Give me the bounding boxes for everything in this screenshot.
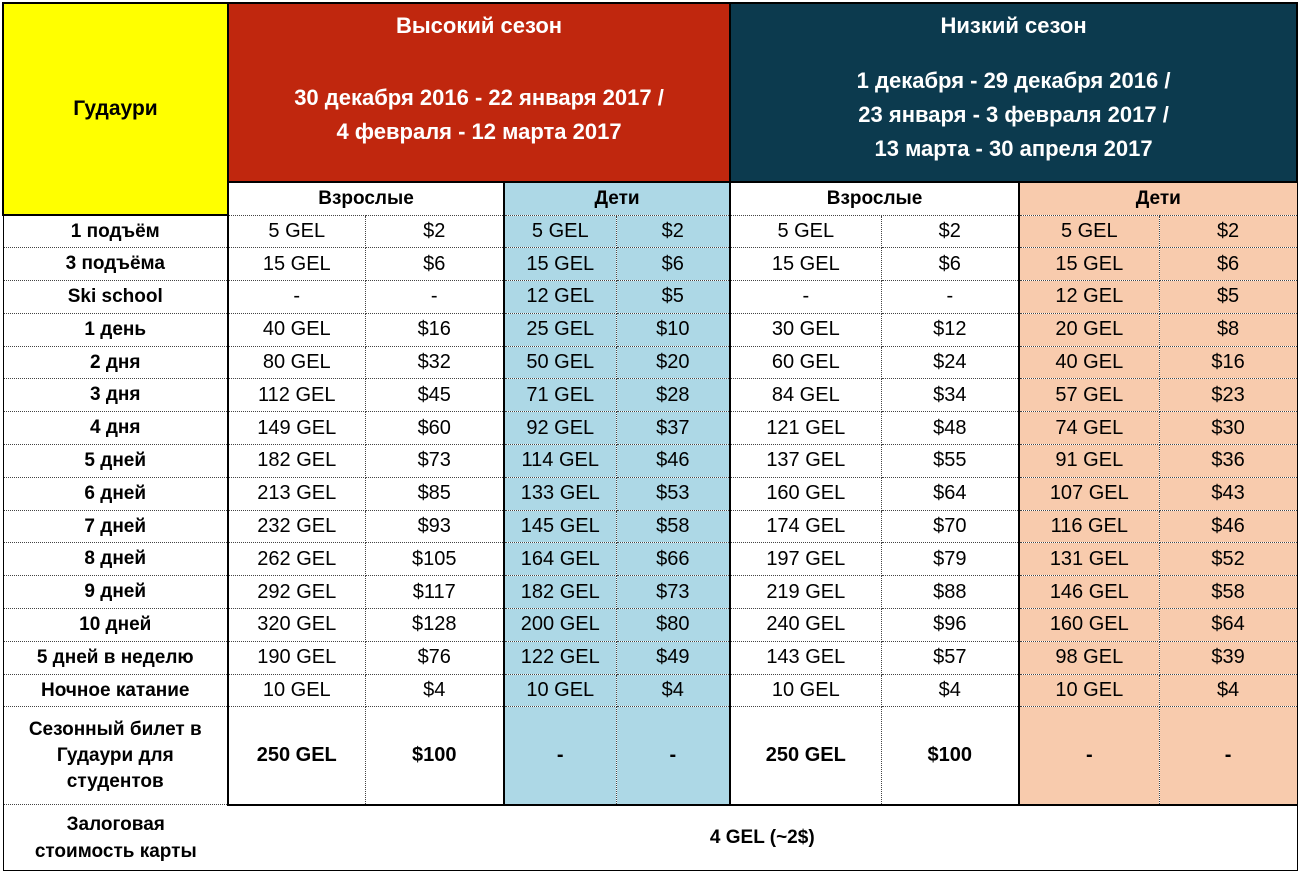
table-row: [3, 248, 1297, 281]
high-kids-usd-cell: $80: [616, 609, 730, 642]
season-ticket-row: [3, 707, 1297, 805]
low-kids-gel-cell: 20 GEL: [1019, 313, 1159, 346]
high-adults-header: Взрослые: [228, 182, 504, 215]
high-kids-gel-cell: 164 GEL: [504, 543, 616, 576]
low-kids-gel-cell: 107 GEL: [1019, 477, 1159, 510]
high-adults-usd-cell: $85: [365, 477, 504, 510]
high-adults-gel-cell: 10 GEL: [228, 674, 365, 707]
table-row: [3, 445, 1297, 478]
high-kids-usd-cell: $2: [616, 215, 730, 248]
low-kids-usd-cell: $39: [1159, 641, 1297, 674]
low-adults-gel-cell: -: [730, 281, 881, 314]
row-label: Ski school: [3, 281, 228, 314]
low-adults-gel-cell: 137 GEL: [730, 445, 881, 478]
low-kids-usd-cell: $46: [1159, 510, 1297, 543]
deposit-value: 4 GEL (~2$): [228, 805, 1297, 871]
ski-pass-price-table: [2, 2, 1298, 871]
high-kids-usd-cell: $46: [616, 445, 730, 478]
high-kids-usd-cell: $28: [616, 379, 730, 412]
row-label: 7 дней: [3, 510, 228, 543]
low-adults-gel-cell: 15 GEL: [730, 248, 881, 281]
resort-name: Гудаури: [73, 97, 158, 120]
table-row: [3, 510, 1297, 543]
high-adults-usd-cell: $16: [365, 313, 504, 346]
high-adults-gel-cell: 232 GEL: [228, 510, 365, 543]
table-row: [3, 215, 1297, 248]
high-kids-usd-cell: $37: [616, 412, 730, 445]
high-adults-gel-cell: 292 GEL: [228, 576, 365, 609]
low-adults-gel-cell: 143 GEL: [730, 641, 881, 674]
high-kids-gel-cell: 12 GEL: [504, 281, 616, 314]
low-kids-usd-cell: $64: [1159, 609, 1297, 642]
low-adults-gel-cell: 240 GEL: [730, 609, 881, 642]
table-body: [3, 3, 1297, 871]
high-kids-gel-cell: 200 GEL: [504, 609, 616, 642]
high-kids-usd-cell: $49: [616, 641, 730, 674]
season-ticket-label-line: Гудаури для: [56, 744, 174, 766]
high-kids-gel-cell: 114 GEL: [504, 445, 616, 478]
low-adults-gel-cell: 197 GEL: [730, 543, 881, 576]
high-adults-usd-cell: $45: [365, 379, 504, 412]
low-kids-gel-cell: 146 GEL: [1019, 576, 1159, 609]
table-row: [3, 379, 1297, 412]
high-adults-usd-cell: $2: [365, 215, 504, 248]
high-kids-gel-cell: 25 GEL: [504, 313, 616, 346]
high-kids-usd-cell: $58: [616, 510, 730, 543]
low-adults-usd-cell: $88: [881, 576, 1019, 609]
deposit-label: [3, 805, 228, 871]
low-kids-gel-cell: 57 GEL: [1019, 379, 1159, 412]
high-adults-gel-cell: 15 GEL: [228, 248, 365, 281]
high-kids-gel-cell: 5 GEL: [504, 215, 616, 248]
low-kids-usd-cell: $8: [1159, 313, 1297, 346]
table-row: [3, 674, 1297, 707]
low-kids-gel-cell: 12 GEL: [1019, 281, 1159, 314]
high-season-date-line: 4 февраля - 12 марта 2017: [336, 118, 622, 144]
low-kids-usd-cell: $16: [1159, 346, 1297, 379]
row-label: 5 дней в неделю: [3, 641, 228, 674]
low-season-date-line: 23 января - 3 февраля 2017 /: [858, 101, 1169, 127]
high-adults-gel-cell: -: [228, 281, 365, 314]
table-row: [3, 543, 1297, 576]
high-season-title: Высокий сезон: [228, 3, 730, 48]
low-season-date-line: 1 декабря - 29 декабря 2016 /: [856, 67, 1171, 93]
low-kids-gel-cell: 15 GEL: [1019, 248, 1159, 281]
high-adults-usd-cell: $76: [365, 641, 504, 674]
low-adults-usd-cell: $24: [881, 346, 1019, 379]
high-kids-header: Дети: [504, 182, 730, 215]
low-adults-usd-cell: $57: [881, 641, 1019, 674]
table-row: [3, 313, 1297, 346]
high-kids-gel-cell: 182 GEL: [504, 576, 616, 609]
table-row: [3, 609, 1297, 642]
deposit-label-line: стоимость карты: [34, 840, 197, 862]
high-kids-usd-cell: $20: [616, 346, 730, 379]
high-adults-usd-cell: $6: [365, 248, 504, 281]
high-kids-usd-cell: $5: [616, 281, 730, 314]
high-adults-usd-cell: $73: [365, 445, 504, 478]
low-adults-gel-cell: 30 GEL: [730, 313, 881, 346]
row-label: 9 дней: [3, 576, 228, 609]
low-adults-usd-cell: $4: [881, 674, 1019, 707]
low-kids-usd-cell: $4: [1159, 674, 1297, 707]
low-kids-usd-cell: $36: [1159, 445, 1297, 478]
low-kids-gel-cell: 74 GEL: [1019, 412, 1159, 445]
low-kids-gel-cell: 160 GEL: [1019, 609, 1159, 642]
low-adults-usd-cell: $12: [881, 313, 1019, 346]
season-high-kids-usd-cell: -: [616, 707, 730, 805]
low-adults-usd-cell: $70: [881, 510, 1019, 543]
row-label: 2 дня: [3, 346, 228, 379]
low-kids-gel-cell: 116 GEL: [1019, 510, 1159, 543]
high-adults-gel-cell: 320 GEL: [228, 609, 365, 642]
table-row: [3, 641, 1297, 674]
low-kids-usd-cell: $30: [1159, 412, 1297, 445]
season-ticket-label-line: Сезонный билет в: [28, 718, 202, 740]
row-label: 3 дня: [3, 379, 228, 412]
low-adults-usd-cell: -: [881, 281, 1019, 314]
high-adults-usd-cell: $60: [365, 412, 504, 445]
high-kids-gel-cell: 15 GEL: [504, 248, 616, 281]
low-adults-gel-cell: 219 GEL: [730, 576, 881, 609]
high-adults-gel-cell: 112 GEL: [228, 379, 365, 412]
high-kids-usd-cell: $10: [616, 313, 730, 346]
row-label: Ночное катание: [3, 674, 228, 707]
season-high-adults-gel-cell: 250 GEL: [228, 707, 365, 805]
low-adults-gel-cell: 160 GEL: [730, 477, 881, 510]
low-kids-usd-cell: $5: [1159, 281, 1297, 314]
low-adults-header: Взрослые: [730, 182, 1019, 215]
high-adults-usd-cell: $105: [365, 543, 504, 576]
season-low-kids-gel-cell: -: [1019, 707, 1159, 805]
season-low-kids-usd-cell: -: [1159, 707, 1297, 805]
low-kids-gel-cell: 91 GEL: [1019, 445, 1159, 478]
low-kids-gel-cell: 131 GEL: [1019, 543, 1159, 576]
high-adults-usd-cell: $4: [365, 674, 504, 707]
low-season-title: Низкий сезон: [730, 3, 1297, 48]
low-adults-usd-cell: $34: [881, 379, 1019, 412]
high-adults-gel-cell: 262 GEL: [228, 543, 365, 576]
low-adults-usd-cell: $2: [881, 215, 1019, 248]
high-adults-gel-cell: 190 GEL: [228, 641, 365, 674]
low-kids-usd-cell: $23: [1159, 379, 1297, 412]
low-adults-gel-cell: 121 GEL: [730, 412, 881, 445]
row-label: 10 дней: [3, 609, 228, 642]
row-label: 5 дней: [3, 445, 228, 478]
high-kids-usd-cell: $4: [616, 674, 730, 707]
low-adults-usd-cell: $6: [881, 248, 1019, 281]
high-adults-usd-cell: $93: [365, 510, 504, 543]
high-kids-usd-cell: $73: [616, 576, 730, 609]
low-kids-usd-cell: $43: [1159, 477, 1297, 510]
high-adults-gel-cell: 5 GEL: [228, 215, 365, 248]
season-high-kids-gel-cell: -: [504, 707, 616, 805]
high-season-date-line: 30 декабря 2016 - 22 января 2017 /: [294, 84, 664, 110]
low-kids-usd-cell: $58: [1159, 576, 1297, 609]
season-title-row: [3, 3, 1297, 48]
season-ticket-label: [3, 707, 228, 805]
high-adults-gel-cell: 40 GEL: [228, 313, 365, 346]
resort-name-cell: [3, 3, 228, 215]
table-row: [3, 412, 1297, 445]
low-adults-gel-cell: 84 GEL: [730, 379, 881, 412]
low-adults-usd-cell: $96: [881, 609, 1019, 642]
low-season-dates: [730, 48, 1297, 182]
price-table-wrapper: [2, 2, 1298, 871]
deposit-row: [3, 805, 1297, 871]
high-adults-usd-cell: $128: [365, 609, 504, 642]
low-kids-usd-cell: $52: [1159, 543, 1297, 576]
high-adults-gel-cell: 213 GEL: [228, 477, 365, 510]
low-kids-gel-cell: 10 GEL: [1019, 674, 1159, 707]
high-kids-gel-cell: 71 GEL: [504, 379, 616, 412]
low-adults-gel-cell: 60 GEL: [730, 346, 881, 379]
low-adults-gel-cell: 5 GEL: [730, 215, 881, 248]
high-kids-gel-cell: 50 GEL: [504, 346, 616, 379]
high-kids-usd-cell: $6: [616, 248, 730, 281]
low-adults-usd-cell: $48: [881, 412, 1019, 445]
deposit-label-line: Залоговая: [66, 813, 165, 835]
row-label: 1 подъём: [3, 215, 228, 248]
high-adults-gel-cell: 80 GEL: [228, 346, 365, 379]
season-ticket-label-line: студентов: [66, 770, 164, 792]
high-adults-usd-cell: $117: [365, 576, 504, 609]
low-adults-usd-cell: $55: [881, 445, 1019, 478]
low-kids-gel-cell: 40 GEL: [1019, 346, 1159, 379]
high-adults-usd-cell: $32: [365, 346, 504, 379]
row-label: 6 дней: [3, 477, 228, 510]
low-adults-usd-cell: $79: [881, 543, 1019, 576]
season-high-adults-usd-cell: $100: [365, 707, 504, 805]
row-label: 3 подъёма: [3, 248, 228, 281]
low-kids-usd-cell: $2: [1159, 215, 1297, 248]
row-label: 4 дня: [3, 412, 228, 445]
table-row: [3, 281, 1297, 314]
table-row: [3, 477, 1297, 510]
high-kids-usd-cell: $66: [616, 543, 730, 576]
high-adults-gel-cell: 182 GEL: [228, 445, 365, 478]
high-kids-gel-cell: 145 GEL: [504, 510, 616, 543]
high-kids-gel-cell: 92 GEL: [504, 412, 616, 445]
row-label: 1 день: [3, 313, 228, 346]
high-adults-gel-cell: 149 GEL: [228, 412, 365, 445]
high-kids-gel-cell: 133 GEL: [504, 477, 616, 510]
season-low-adults-gel-cell: 250 GEL: [730, 707, 881, 805]
high-kids-gel-cell: 10 GEL: [504, 674, 616, 707]
low-adults-gel-cell: 10 GEL: [730, 674, 881, 707]
season-low-adults-usd-cell: $100: [881, 707, 1019, 805]
table-row: [3, 346, 1297, 379]
low-kids-gel-cell: 5 GEL: [1019, 215, 1159, 248]
high-kids-gel-cell: 122 GEL: [504, 641, 616, 674]
row-label: 8 дней: [3, 543, 228, 576]
low-adults-gel-cell: 174 GEL: [730, 510, 881, 543]
table-row: [3, 576, 1297, 609]
high-adults-usd-cell: -: [365, 281, 504, 314]
low-season-date-line: 13 марта - 30 апреля 2017: [874, 135, 1153, 161]
low-kids-usd-cell: $6: [1159, 248, 1297, 281]
low-adults-usd-cell: $64: [881, 477, 1019, 510]
low-kids-header: Дети: [1019, 182, 1297, 215]
low-kids-gel-cell: 98 GEL: [1019, 641, 1159, 674]
high-kids-usd-cell: $53: [616, 477, 730, 510]
high-season-dates: [228, 48, 730, 182]
